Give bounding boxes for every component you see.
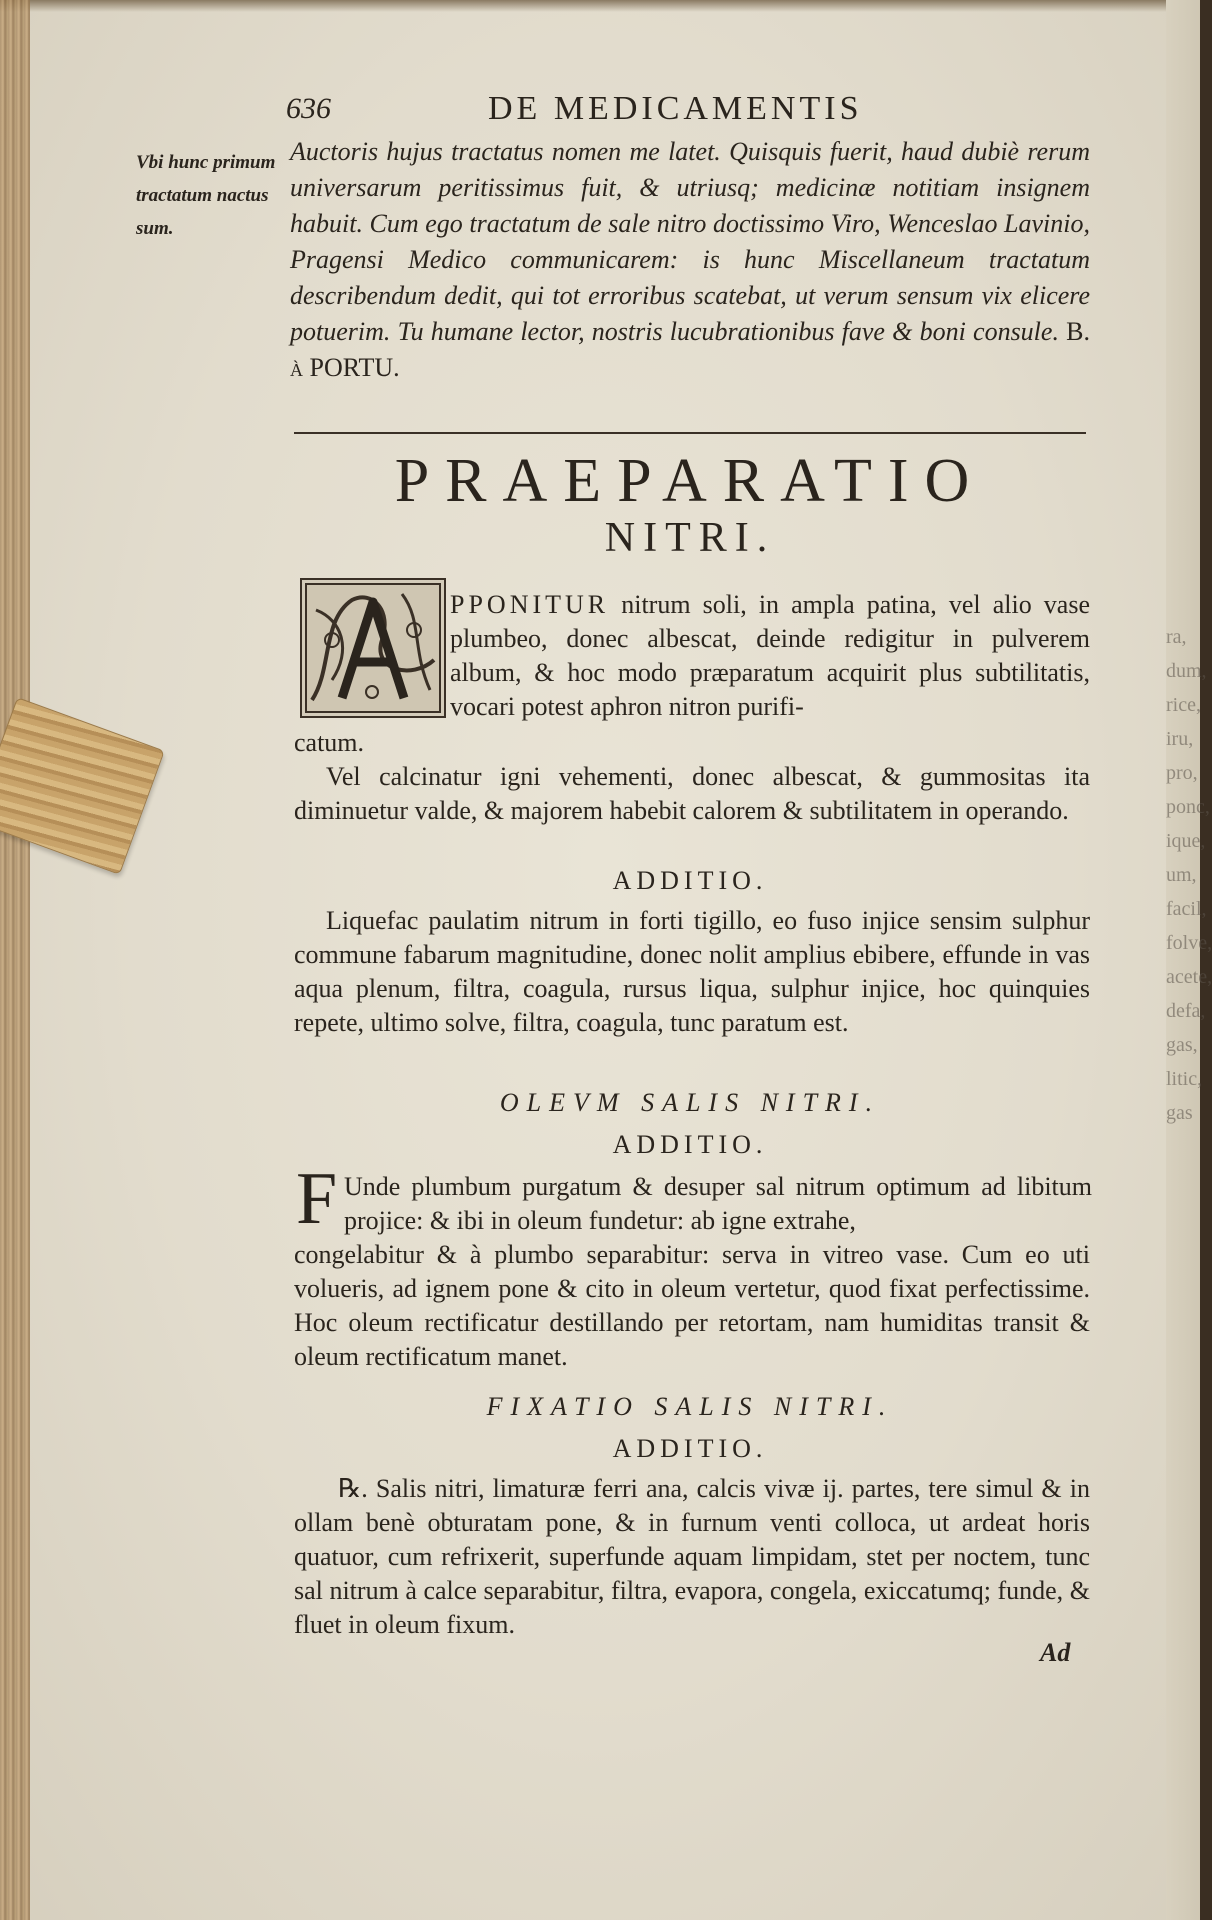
initial-ornament	[302, 580, 444, 716]
paragraph-1-lead: PPONITUR	[450, 590, 610, 619]
preface-signature: B. à PORTU.	[290, 317, 1090, 382]
olevm-heading: OLEVM SALIS NITRI.	[499, 1088, 881, 1117]
paragraph-3: Liquefac paulatim nitrum in forti tigillo, eo fuso injice sensim sulphur commune fabarum magnitudine, donec nolit amplius ebibere, effunde in vas aqua plenum, filtra, coagula, rursus liqua, sulphur injice, hoc quinquies repete, ultimo solve, filtra, coagula, tunc paratum est.	[294, 906, 1090, 1037]
paragraph-1	[450, 588, 1090, 724]
running-head: DE MEDICAMENTIS	[488, 90, 863, 127]
additio-heading-3: ADDITIO.	[612, 1434, 768, 1463]
drop-initial-f: F	[296, 1158, 338, 1240]
section-subtitle: NITRI.	[604, 515, 776, 561]
section-divider	[294, 432, 1086, 434]
facing-page-text: ra, dum, rice, iru, pro, ponc, ique, um, facil, folve, acete, defa, gas, litic, gas	[1166, 626, 1212, 1124]
paragraph-4-continued: congelabitur & à plumbo separabitur: serva in vitreo vase. Cum eo uti volueris, ad ignem pone & cito in oleum vertetur, quod fixat perfectissime. Hoc oleum rectificatur destillando per retortam, nam humiditas transit & oleum rectificatum manet.	[294, 1240, 1090, 1371]
fixatio-heading: FIXATIO SALIS NITRI.	[486, 1392, 894, 1421]
paragraph-4: Unde plumbum purgatum & desuper sal nitrum optimum ad libitum projice: & ibi in oleum fundetur: ab igne extrahe,	[344, 1172, 1092, 1235]
preface-text: Auctoris hujus tractatus nomen me latet. Quisquis fuerit, haud dubiè rerum universarum peritissimus fuit, & utriusq; medicinæ notitiam insignem habuit. Cum ego tractatum de sale nitro doctissimo Viro, Wenceslao Lavinio, Pragensi Medico communicarem: is hunc Miscellaneum tractatum describendum dedit, qui tot erroribus scatebat, ut verum sensum vix elicere potuerim. Tu humane lector, nostris lucubrationibus fave & boni consule.	[290, 137, 1090, 346]
page-edges	[0, 0, 30, 1920]
paragraph-2: Vel calcinatur igni vehementi, donec albescat, & gummositas ita diminuetur valde, & majorem habebit calorem & subtilitatem in operando.	[294, 762, 1090, 825]
section-title: PRAEPARATIO	[394, 447, 986, 515]
paragraph-1-text: nitrum soli, in ampla patina, vel alio vase plumbeo, donec albescat, deinde redigitur in pulverem album, & hoc modo præparatum acquirit plus subtilitatis, vocari potest aphron nitron purifi-	[450, 590, 1090, 721]
additio-heading-2: ADDITIO.	[612, 1130, 768, 1159]
margin-note: Vbi hunc primum tractatum nactus sum.	[136, 152, 276, 239]
preface-paragraph	[290, 134, 1090, 386]
additio-heading-1: ADDITIO.	[612, 866, 768, 895]
paragraph-1-end: catum.	[294, 728, 365, 757]
facing-page-edge	[1166, 0, 1212, 1920]
catchword: Ad	[1040, 1638, 1071, 1667]
decorated-initial-A-icon	[300, 578, 446, 718]
page-number: 636	[286, 92, 331, 125]
page-top-shadow	[0, 0, 1200, 12]
paragraph-5: ℞. Salis nitri, limaturæ ferri ana, calcis vivæ ij. partes, tere simul & in ollam benè obturatam pone, & in furnum venti colloca, ut ardeat horis quatuor, cum refrixerit, superfunde aquam limpidam, stet per noctem, tunc sal nitrum à calce separabitur, filtra, evapora, congela, exiccatumq; funde, & fluet in oleum fixum.	[294, 1474, 1090, 1639]
